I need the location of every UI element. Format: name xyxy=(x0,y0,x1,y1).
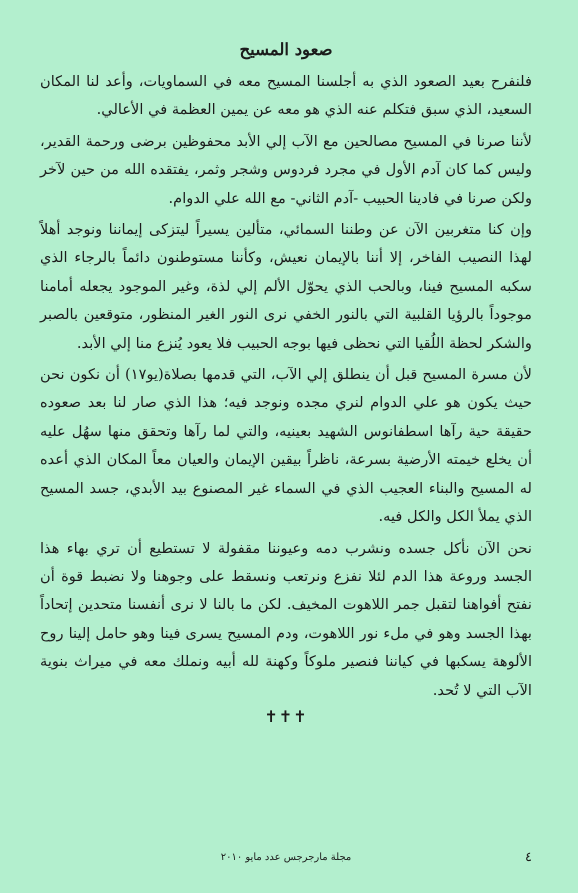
paragraph-1: فلنفرح بعيد الصعود الذي به أجلسنا المسيح معه في السماويات، وأعد لنا المكان السعيد، الذي سبق فتكلم عنه الذي هو معه عن يمين العظمة في الأعالي. xyxy=(40,73,532,119)
magazine-issue: مجلة مارجرجس عدد مايو ٢٠١٠ xyxy=(220,852,352,863)
paragraph-2: لأننا صرنا في المسيح مصالحين مع الآب إلي الأبد محفوظين برضى ورحمة القدير، وليس كما كان آدم الأول في مجرد فردوس وشجر وثمر، يفتقده الله من حين لآخر ولكن صرنا في فادينا الحبيب -آدم الثاني- مع الله علي الدوام. xyxy=(40,132,532,207)
paragraph-5: نحن الآن نأكل جسده ونشرب دمه وعيوننا مقفولة لا تستطيع أن تري بهاء هذا الجسد وروعة هذا الدم لئلا نفزع ونرتعب ونسقط على وجوهنا ولا نضبط قوة أن نفتح أفواهنا لتقبل جمر اللاهوت المخيف. لكن ما بالنا لا نرى أنفسنا متحدين إتحاداً بهذا الجسد وهو في ملء نور اللاهوت، ودم المسيح يسرى فينا وهو حامل إلينا روح الألوهة يسكبها في كياننا فنصير ملوكاً وكهنة لله أبيه ونملك معه في ميراث بنوية الآب التي لا تُحد. xyxy=(40,539,532,699)
page-number: ٤ xyxy=(525,850,532,865)
cross-ornament-icon: ✝✝✝ xyxy=(264,706,308,726)
page-title: صعود المسيح xyxy=(239,40,333,59)
page-footer xyxy=(40,848,532,868)
paragraph-4: لأن مسرة المسيح قبل أن ينطلق إلي الآب، التي قدمها بصلاة(يو١٧) أن نكون نحن حيث يكون هو علي الدوام لنري مجده ونوجد فيه؛ هذا الذي صار لنا بعد صعوده حقيقة حية رآها اسطفانوس الشهيد بعينيه، والتي لما رآها وتحقق منها سهُل عليه أن يخلع خيمته الأرضية بسرعة، ناظراً بيقين الإيمان والعيان معاً المكان الذي أعده له المسيح والبناء العجيب الذي في السماء غير المصنوع بيد الأبدي، جسد المسيح الذي يملأ الكل والكل فيه. xyxy=(40,366,532,526)
paragraph-3: وإن كنا متغربين الآن عن وطننا السمائي، متألين يسيراً ليتزكى إيماننا ونوجد أهلاً لهذا النصيب الفاخر، إلا أننا بالإيمان نعيش، وكأننا مستوطنون دائماً بالرجاء الذي سكبه المسيح فينا، وبالحب الذي يحوّل الألم إلي لذة، وغير الموجود يجعله أمامنا موجوداً بالرؤيا القلبية التي بالنور الخفي نرى النور الغير المنظور، متوقعين بالصبر والشكر لحظة اللُقيا التي نحظى فيها بوجه الحبيب فلا يعود يُنزع منا إلي الأبد. xyxy=(40,221,532,352)
